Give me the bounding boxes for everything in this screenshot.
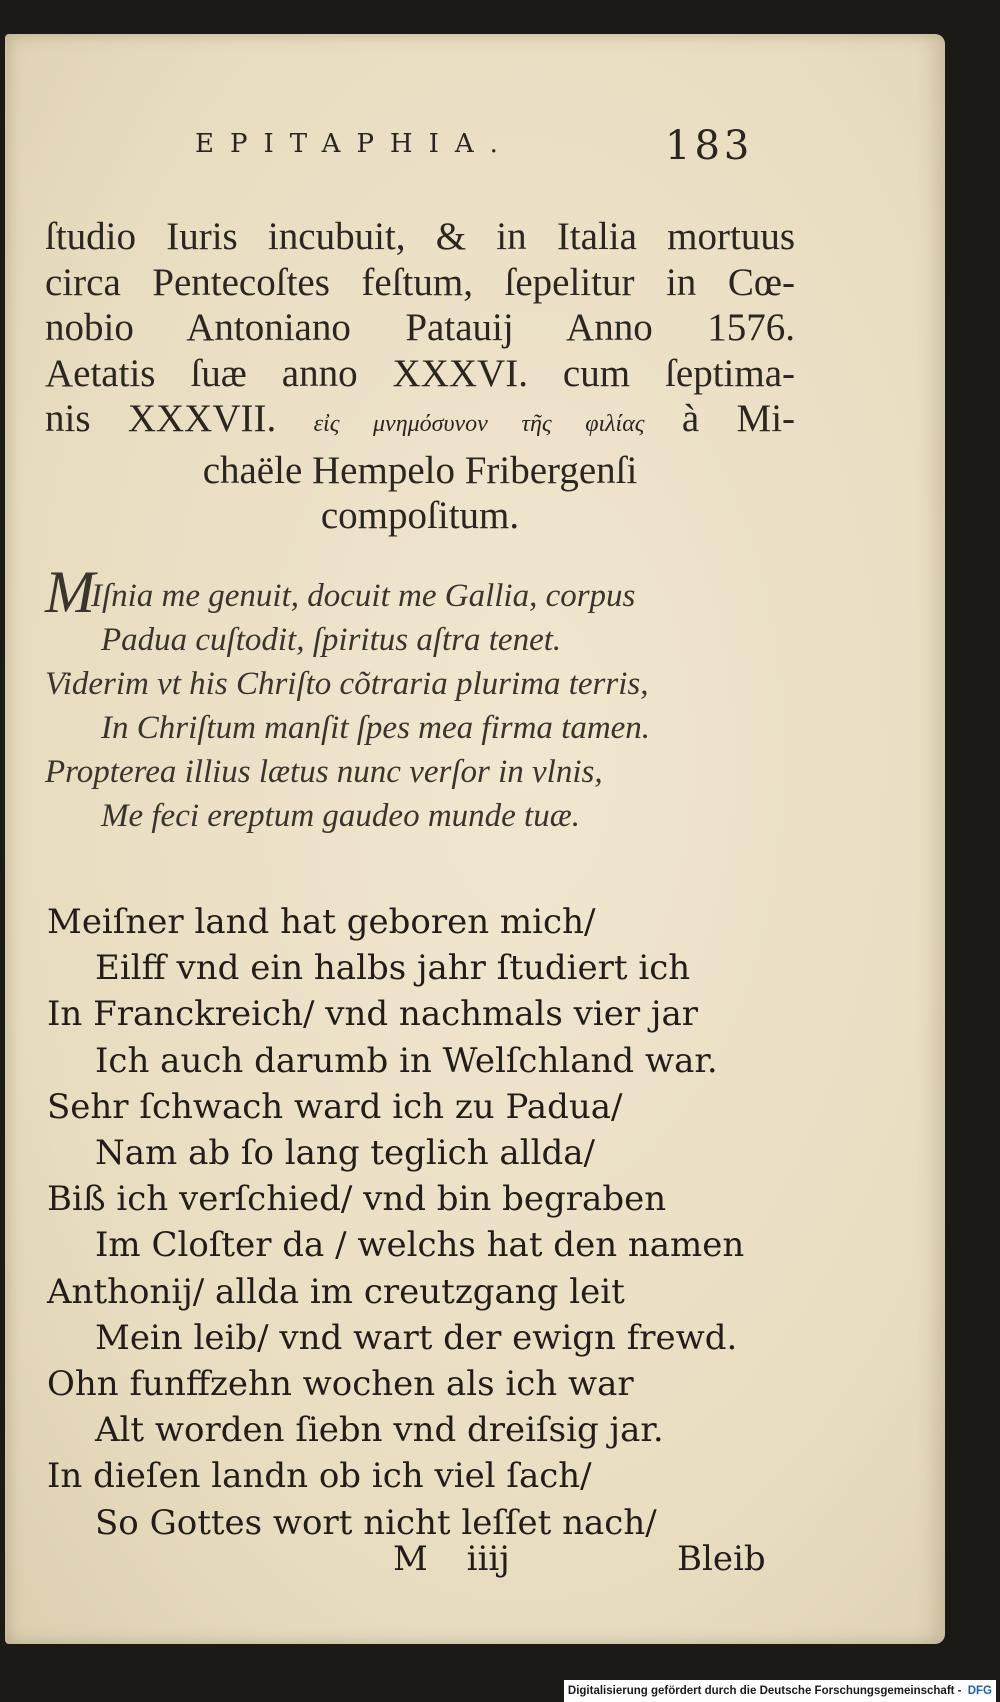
german-line-2: Eilff vnd ein halbs jahr ſtudiert ich — [95, 948, 691, 989]
german-line-12: Alt worden ſiebn vnd dreiſsig jar. — [95, 1410, 664, 1451]
intro-line-7: compoſitum. — [320, 494, 520, 537]
german-line-5: Sehr ſchwach ward ich zu Padua/ — [47, 1086, 623, 1127]
german-line-11: Ohn funffzehn wochen als ich war — [47, 1364, 634, 1405]
german-line-10: Mein leib/ vnd wart der ewign frewd. — [95, 1317, 738, 1358]
digitization-credit — [564, 1680, 996, 1702]
latin-line-1 — [45, 559, 805, 625]
latin-line-6: Me feci ereptum gaudeo munde tuæ. — [101, 798, 580, 834]
intro-line-3: nobio Antoniano Patauij Anno 1576. — [45, 306, 795, 349]
latin-line-4: In Chriſtum manſit ſpes mea firma tamen. — [101, 710, 651, 746]
german-poem — [47, 899, 807, 1546]
intro-line-1: ſtudio Iuris incubuit, & in Italia mortuus — [45, 215, 795, 258]
page-footer — [5, 1539, 945, 1589]
intro-line-5-start: nis XXXVII. — [45, 397, 277, 440]
intro-line-6: chaële Hempelo Fribergenſi — [202, 448, 638, 492]
page-header — [5, 123, 945, 179]
catchword: Bleib — [677, 1539, 766, 1579]
german-line-7: Biß ich verſchied/ vnd bin begraben — [47, 1179, 667, 1220]
german-line-1: Meiſner land hat geboren mich/ — [47, 902, 596, 942]
german-line-8: Im Cloſter da / welchs hat den namen — [95, 1225, 745, 1266]
german-line-4: Ich auch darumb in Welſchland war. — [95, 1040, 718, 1081]
greek-dedication: εἰς μνημόσυνον τῆς φιλίας — [313, 411, 645, 437]
page-number: 183 — [665, 123, 754, 169]
german-line-3: In Franckreich/ vnd nachmals vier jar — [47, 994, 698, 1035]
latin-line-5: Propterea illius lætus nunc verſor in vlnis, — [45, 754, 603, 790]
german-line-6: Nam ab ſo lang teglich allda/ — [95, 1133, 595, 1174]
german-line-13: In dieſen landn ob ich viel ſach/ — [47, 1456, 592, 1497]
german-line-9: Anthonij/ allda im creutzgang leit — [47, 1271, 625, 1312]
signature-mark: M iiij — [393, 1539, 510, 1579]
running-title: EPITAPHIA. — [195, 129, 514, 159]
latin-poem — [45, 559, 805, 838]
intro-line-2: circa Pentecoſtes feſtum, ſepelitur in Cœ- — [45, 260, 795, 304]
dfg-logo: DFG — [967, 1685, 992, 1697]
german-line-14: So Gottes wort nicht leſſet nach/ — [95, 1502, 657, 1543]
intro-line-5 — [45, 396, 795, 448]
latin-line-2: Padua cuſtodit, ſpiritus aſtra tenet. — [101, 622, 562, 658]
credit-text: Digitalisierung gefördert durch die Deutsche Forschungsgemeinschaft - — [567, 1685, 962, 1697]
intro-line-5-end: à Mi- — [681, 397, 796, 440]
book-page — [5, 34, 945, 1644]
latin-line-3: Viderim vt his Chriſto cõtraria plurima terris, — [45, 666, 649, 702]
drop-capital: M — [45, 559, 95, 625]
epitaph-intro — [45, 214, 795, 539]
latin-line-1-text: Iſnia me genuit, docuit me Gallia, corpus — [90, 578, 636, 614]
intro-line-4: Aetatis ſuæ anno XXXVI. cum ſeptima- — [45, 351, 795, 395]
